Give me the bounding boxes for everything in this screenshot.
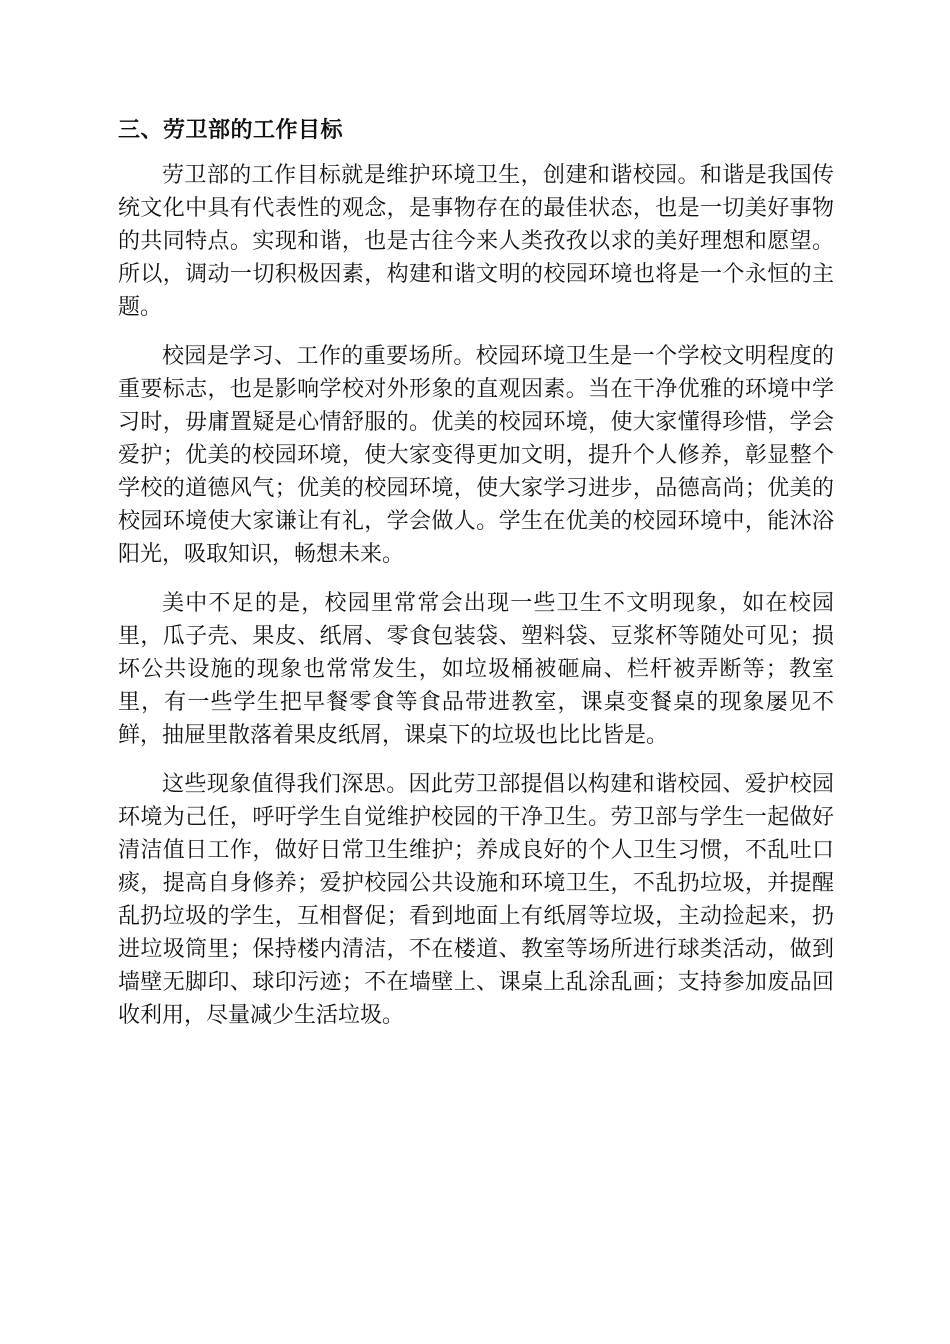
paragraph-initiatives: 这些现象值得我们深思。因此劳卫部提倡以构建和谐校园、爱护校园环境为己任，呼吁学生自觉维护校园的干净卫生。劳卫部与学生一起做好清洁值日工作，做好日常卫生维护；养成良好的个人卫生习惯，不乱吐口痰，提高自身修养；爱护校园公共设施和环境卫生，不乱扔垃圾，并提醒乱扔垃圾的学生，互相督促；看到地面上有纸屑等垃圾，主动捡起来，扔进垃圾筒里；保持楼内清洁，不在楼道、教室等场所进行球类活动，做到墙壁无脚印、球印污迹；不在墙壁上、课桌上乱涂乱画；支持参加废品回收利用，尽量减少生活垃圾。 [118, 772, 834, 1028]
section-heading: 三、劳卫部的工作目标 [118, 117, 344, 143]
paragraph-goal: 劳卫部的工作目标就是维护环境卫生，创建和谐校园。和谐是我国传统文化中具有代表性的观念，是事物存在的最佳状态，也是一切美好事物的共同特点。实现和谐，也是古往今来人类孜孜以求的美好理想和愿望。所以，调动一切积极因素，构建和谐文明的校园环境也将是一个永恒的主题。 [118, 163, 834, 320]
paragraph-campus-environment: 校园是学习、工作的重要场所。校园环境卫生是一个学校文明程度的重要标志，也是影响学校对外形象的直观因素。当在干净优雅的环境中学习时，毋庸置疑是心情舒服的。优美的校园环境，使大家懂得珍惜，学会爱护；优美的校园环境，使大家变得更加文明，提升个人修养，彰显整个学校的道德风气；优美的校园环境，使大家学习进步，品德高尚；优美的校园环境使大家谦让有礼，学会做人。学生在优美的校园环境中，能沐浴阳光，吸取知识，畅想未来。 [118, 344, 834, 567]
paragraph-problems: 美中不足的是，校园里常常会出现一些卫生不文明现象，如在校园里，瓜子壳、果皮、纸屑、零食包装袋、塑料袋、豆浆杯等随处可见；损坏公共设施的现象也常常发生，如垃圾桶被砸扁、栏杆被弄断等；教室里，有一些学生把早餐零食等食品带进教室，课桌变餐桌的现象屡见不鲜，抽屉里散落着果皮纸屑，课桌下的垃圾也比比皆是。 [118, 591, 834, 748]
document-body [118, 114, 834, 1048]
